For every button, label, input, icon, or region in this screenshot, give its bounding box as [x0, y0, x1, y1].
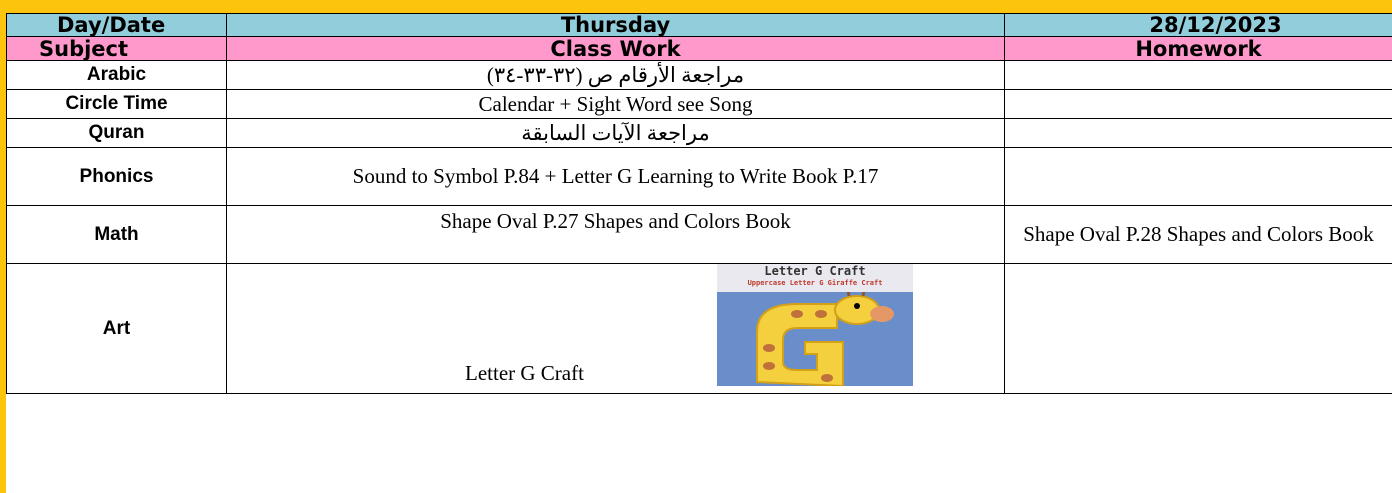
- craft-image-title-text: Letter G Craft: [764, 264, 866, 278]
- table-row: [7, 90, 1392, 119]
- day-date-row: [7, 14, 1392, 37]
- homework-cell: [1005, 90, 1392, 119]
- table-row: [7, 148, 1392, 206]
- homework-cell: [1005, 61, 1392, 90]
- craft-label: Letter G Craft: [465, 361, 584, 385]
- homework-cell: [1005, 148, 1392, 206]
- classwork-cell: Shape Oval P.27 Shapes and Colors Book: [227, 206, 1005, 264]
- homework-header: Homework: [1005, 37, 1392, 61]
- homework-cell: [1005, 264, 1392, 394]
- craft-image-title: [717, 264, 913, 292]
- classwork-cell: مراجعة الأرقام ص (٣٢-٣٣-٣٤): [227, 61, 1005, 90]
- daily-plan-table: [6, 13, 1392, 394]
- subject-cell: Phonics: [7, 148, 227, 206]
- day-value: Thursday: [227, 14, 1005, 37]
- classwork-cell: Sound to Symbol P.84 + Letter G Learning to Write Book P.17: [227, 148, 1005, 206]
- table-row: [7, 61, 1392, 90]
- subject-cell: Math: [7, 206, 227, 264]
- subject-header: Subject: [7, 37, 227, 61]
- letter-g-craft-image: [717, 264, 913, 386]
- subject-cell: Circle Time: [7, 90, 227, 119]
- homework-cell: [1005, 119, 1392, 148]
- classwork-cell: [227, 264, 1005, 394]
- day-date-label: Day/Date: [7, 14, 227, 37]
- table-row: [7, 264, 1392, 394]
- date-value: 28/12/2023: [1005, 14, 1392, 37]
- classwork-header: Class Work: [227, 37, 1005, 61]
- column-header-row: [7, 37, 1392, 61]
- subject-cell: Quran: [7, 119, 227, 148]
- subject-cell: Arabic: [7, 61, 227, 90]
- craft-image-subtitle: Uppercase Letter G Giraffe Craft: [747, 279, 883, 287]
- table-row: [7, 206, 1392, 264]
- classwork-cell: Calendar + Sight Word see Song: [227, 90, 1005, 119]
- subject-cell: Art: [7, 264, 227, 394]
- giraffe-letter-g-icon: [717, 292, 913, 386]
- top-decorative-band: [0, 0, 1392, 13]
- homework-cell: Shape Oval P.28 Shapes and Colors Book: [1005, 206, 1392, 264]
- table-row: [7, 119, 1392, 148]
- classwork-cell: مراجعة الآيات السابقة: [227, 119, 1005, 148]
